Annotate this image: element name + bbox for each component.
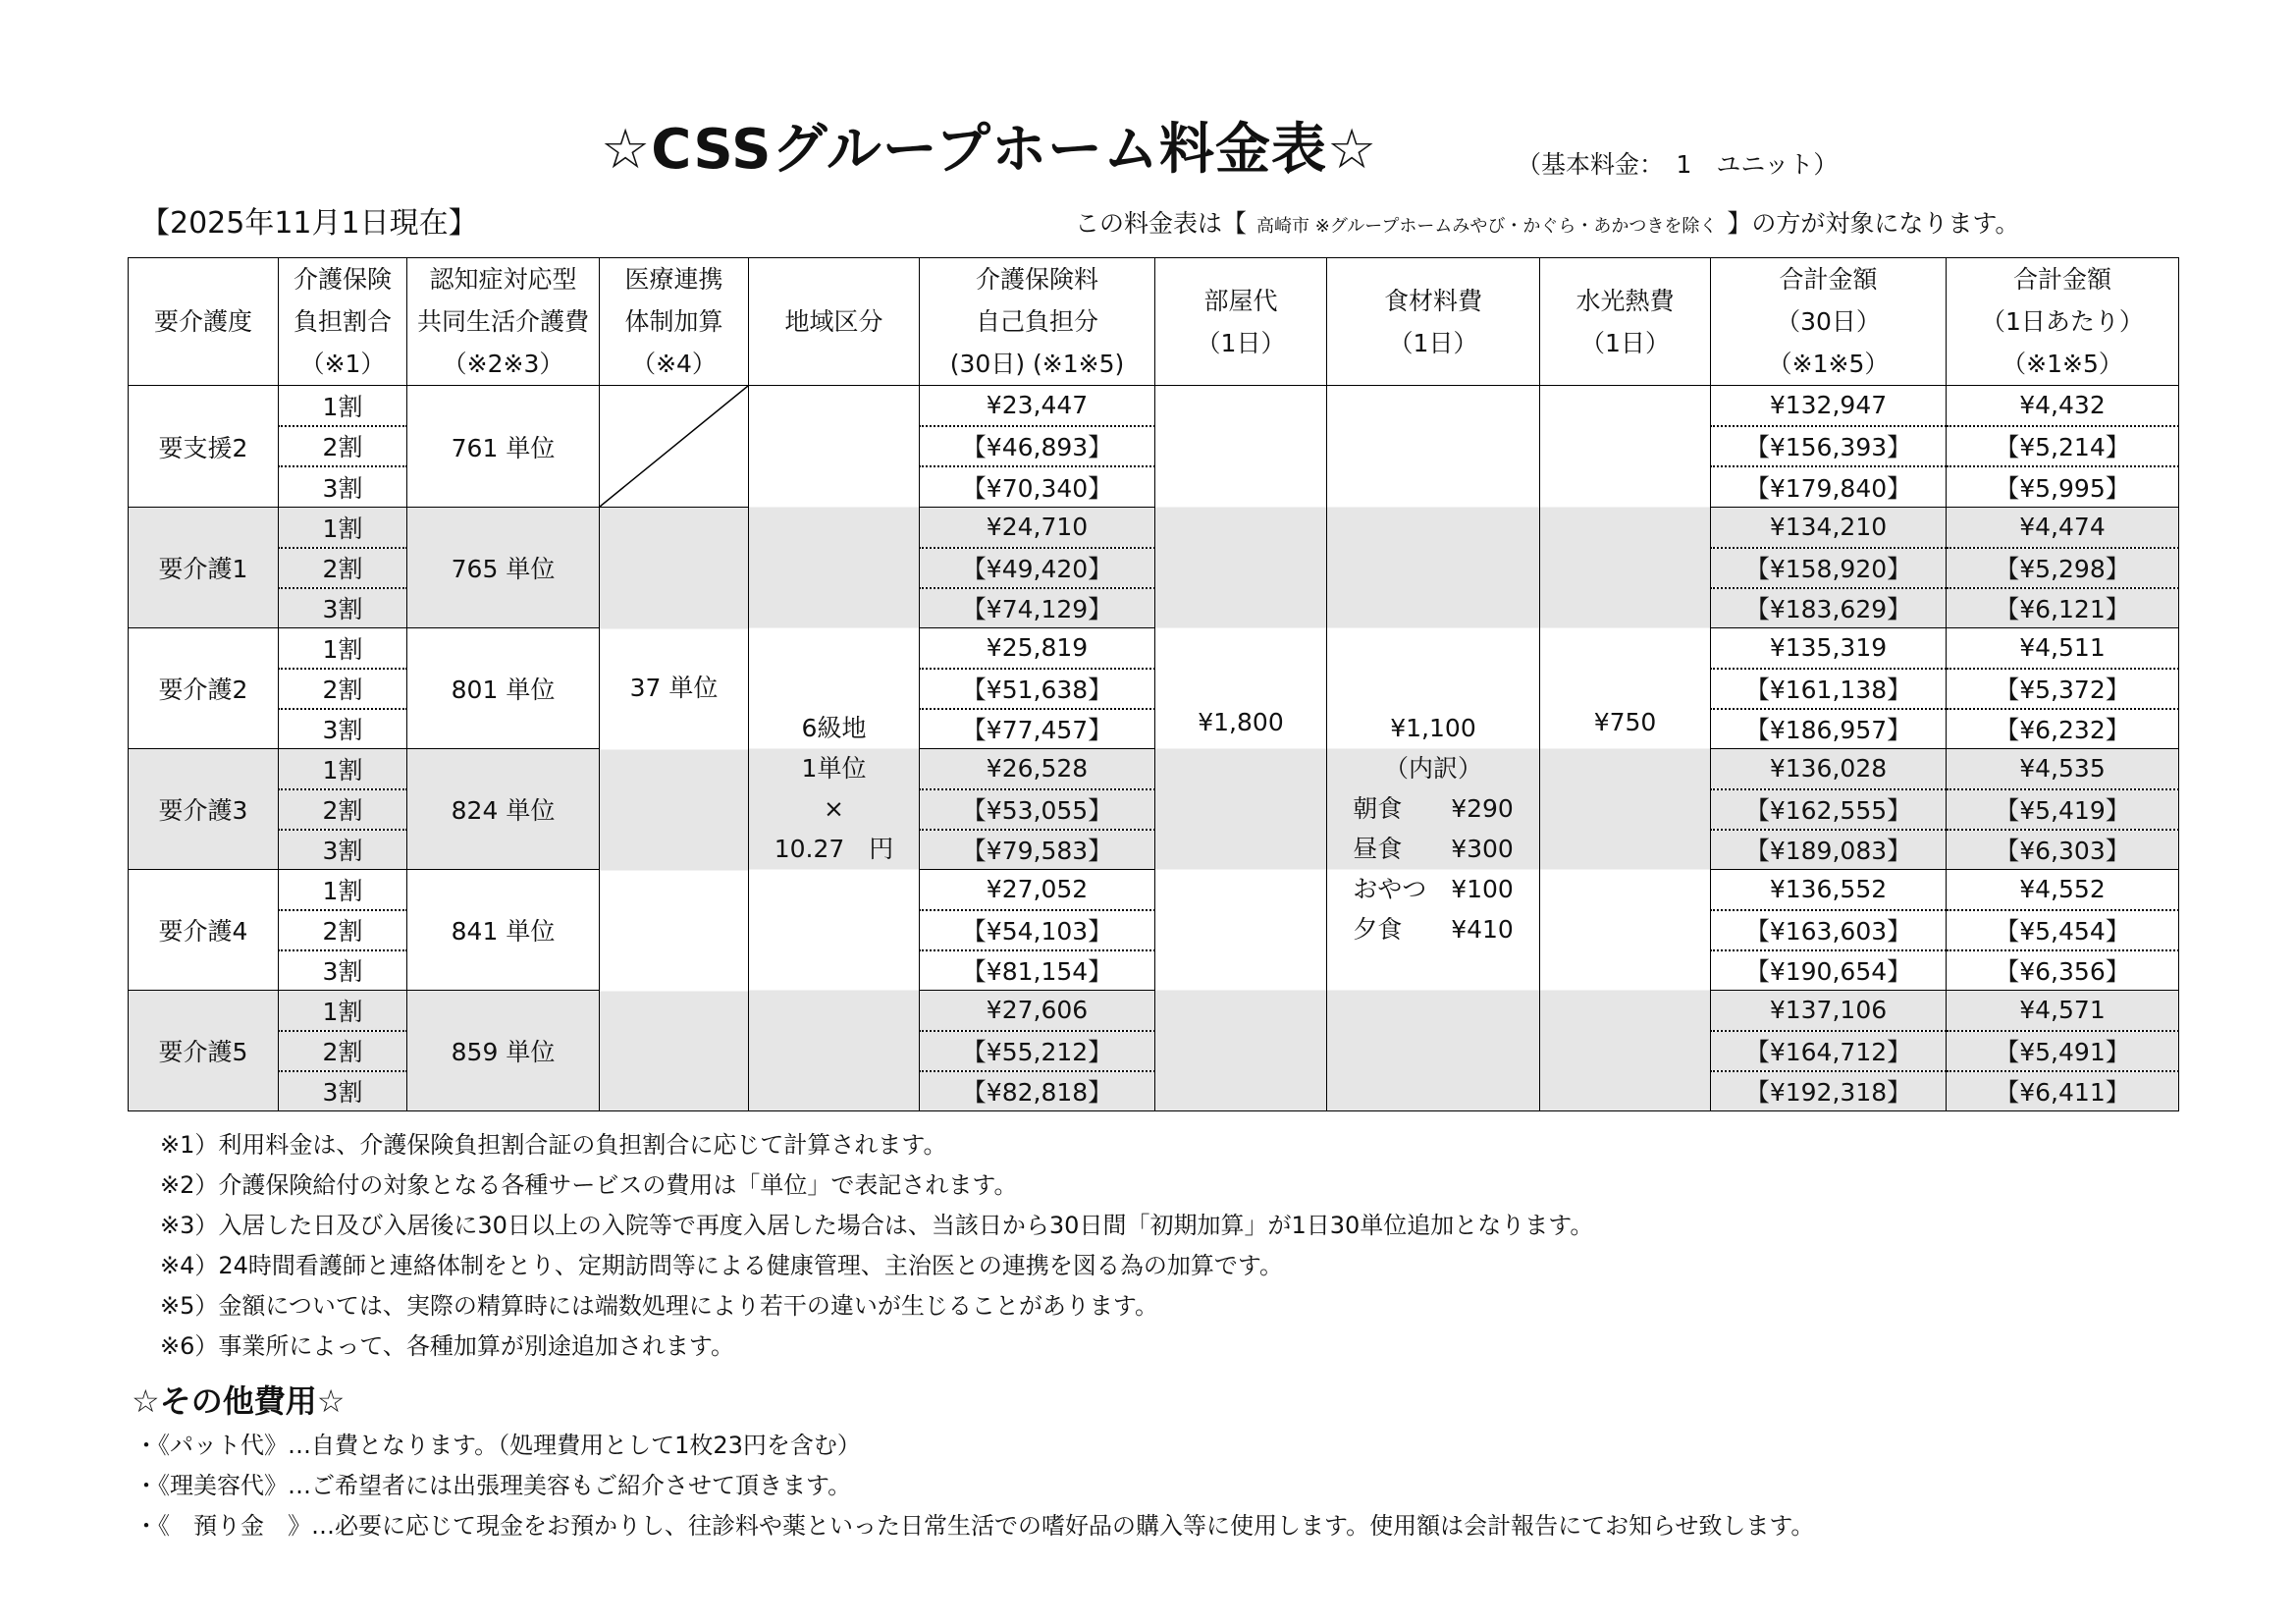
total-30days-cell: 【¥164,712】: [1711, 1031, 1947, 1071]
total-per-day-cell: ¥4,511: [1947, 628, 2179, 669]
table-row: [129, 508, 2179, 548]
other-cost-item: ・《パット代》…自費となります。（処理費用として1枚23円を含む）: [134, 1432, 861, 1459]
total-per-day-cell: 【¥5,214】: [1947, 426, 2179, 466]
other-cost-item: ・《 預り金 》…必要に応じて現金をお預かりし、往診料や薬といった日常生活での嗜好品の購入等に使用します。使用額は会計報告にてお知らせ致します。: [134, 1512, 1815, 1540]
insurance-cell: 【¥55,212】: [920, 1031, 1155, 1071]
region-cell: [749, 386, 920, 1111]
footnote: ※1）利用料金は、介護保険負担割合証の負担割合に応じて計算されます。: [160, 1131, 947, 1159]
unit-cell: 841 単位: [407, 870, 600, 991]
footnote: ※5）金額については、実際の精算時には端数処理により若干の違いが生じることがあります。: [160, 1292, 1158, 1320]
page-title: ☆CSSグループホーム料金表☆: [601, 118, 1378, 182]
medical-value: 37 単位: [629, 674, 719, 702]
total-30days-cell: 【¥158,920】: [1711, 548, 1947, 588]
food-breakdown-item: おやつ ¥100: [1353, 875, 1514, 903]
table-row: [129, 991, 2179, 1031]
basic-fee-note: （基本料金： 1 ユニット）: [1517, 150, 1839, 179]
total-per-day-cell: 【¥6,411】: [1947, 1071, 2179, 1111]
total-30days-cell: ¥132,947: [1711, 386, 1947, 426]
food-breakdown-item: 夕食 ¥410: [1353, 915, 1514, 944]
insurance-cell: ¥24,710: [920, 508, 1155, 548]
header-region: 地域区分: [749, 258, 920, 386]
medical-na-cell: [600, 386, 749, 508]
ratio-cell: 1割: [279, 749, 407, 789]
total-per-day-cell: ¥4,552: [1947, 870, 2179, 910]
total-30days-cell: ¥136,552: [1711, 870, 1947, 910]
insurance-cell: ¥26,528: [920, 749, 1155, 789]
region-line: ×: [824, 794, 844, 823]
insurance-cell: 【¥53,055】: [920, 789, 1155, 830]
ratio-cell: 1割: [279, 628, 407, 669]
ratio-cell: 2割: [279, 669, 407, 709]
medical-cell: [600, 508, 749, 1111]
target-note: [1075, 204, 2019, 240]
ratio-cell: 2割: [279, 426, 407, 466]
care-level-cell: 要介護5: [129, 991, 279, 1111]
ratio-cell: 1割: [279, 386, 407, 426]
ratio-cell: 1割: [279, 870, 407, 910]
insurance-cell: ¥25,819: [920, 628, 1155, 669]
total-per-day-cell: 【¥5,298】: [1947, 548, 2179, 588]
header-unit: 認知症対応型 共同生活介護費 （※2※3）: [407, 258, 600, 386]
header-medical: 医療連携 体制加算 （※4）: [600, 258, 749, 386]
total-per-day-cell: 【¥6,303】: [1947, 830, 2179, 870]
header-level: 要介護度: [129, 258, 279, 386]
total-30days-cell: 【¥189,083】: [1711, 830, 1947, 870]
total-per-day-cell: ¥4,474: [1947, 508, 2179, 548]
insurance-cell: 【¥54,103】: [920, 910, 1155, 950]
insurance-cell: 【¥51,638】: [920, 669, 1155, 709]
care-level-cell: 要介護2: [129, 628, 279, 749]
ratio-cell: 2割: [279, 910, 407, 950]
header-ratio: 介護保険 負担割合 （※1）: [279, 258, 407, 386]
food-breakdown-title: （内訳）: [1383, 754, 1482, 783]
utility-cell: [1540, 386, 1711, 1111]
region-line: 1単位: [801, 754, 867, 783]
header-insurance: 介護保険料 自己負担分 (30日) (※1※5): [920, 258, 1155, 386]
ratio-cell: 3割: [279, 588, 407, 628]
ratio-cell: 3割: [279, 466, 407, 507]
table-row: [129, 870, 2179, 910]
room-cell: [1155, 386, 1327, 1111]
table-header-row: [129, 258, 2179, 386]
insurance-cell: 【¥82,818】: [920, 1071, 1155, 1111]
care-level-cell: 要介護4: [129, 870, 279, 991]
footnotes: [160, 1125, 1593, 1367]
footnote: ※6）事業所によって、各種加算が別途追加されます。: [160, 1332, 734, 1360]
other-costs-list: [134, 1426, 1814, 1546]
total-30days-cell: 【¥162,555】: [1711, 789, 1947, 830]
total-per-day-cell: ¥4,432: [1947, 386, 2179, 426]
footnote: ※4）24時間看護師と連絡体制をとり、定期訪問等による健康管理、主治医との連携を図る為の加算です。: [160, 1252, 1283, 1279]
care-level-cell: 要支援2: [129, 386, 279, 508]
food-breakdown-item: 朝食 ¥290: [1353, 794, 1514, 823]
table-row: [129, 749, 2179, 789]
ratio-cell: 1割: [279, 508, 407, 548]
ratio-cell: 2割: [279, 1031, 407, 1071]
total-30days-cell: ¥135,319: [1711, 628, 1947, 669]
unit-cell: 761 単位: [407, 386, 600, 508]
total-30days-cell: 【¥183,629】: [1711, 588, 1947, 628]
ratio-cell: 3割: [279, 1071, 407, 1111]
header-utility: 水光熱費 （1日）: [1540, 258, 1711, 386]
total-per-day-cell: 【¥5,491】: [1947, 1031, 2179, 1071]
insurance-cell: ¥27,606: [920, 991, 1155, 1031]
insurance-cell: 【¥46,893】: [920, 426, 1155, 466]
as-of-date: 【2025年11月1日現在】: [140, 206, 478, 241]
room-value: ¥1,800: [1198, 708, 1284, 736]
fee-table: [128, 257, 2179, 1111]
total-per-day-cell: 【¥6,121】: [1947, 588, 2179, 628]
unit-cell: 765 単位: [407, 508, 600, 628]
total-30days-cell: 【¥156,393】: [1711, 426, 1947, 466]
table-row: [129, 628, 2179, 669]
target-prefix: この料金表は【: [1075, 209, 1248, 238]
total-per-day-cell: 【¥5,454】: [1947, 910, 2179, 950]
other-cost-item: ・《理美容代》…ご希望者には出張理美容もご紹介させて頂きます。: [134, 1472, 852, 1499]
total-30days-cell: 【¥192,318】: [1711, 1071, 1947, 1111]
food-breakdown-item: 昼食 ¥300: [1353, 835, 1514, 863]
total-30days-cell: 【¥186,957】: [1711, 709, 1947, 749]
total-per-day-cell: 【¥5,995】: [1947, 466, 2179, 507]
insurance-cell: 【¥70,340】: [920, 466, 1155, 507]
footnote: ※3）入居した日及び入居後に30日以上の入院等で再度入居した場合は、当該日から30日間「初期加算」が1日30単位追加となります。: [160, 1212, 1594, 1239]
region-line: 10.27 円: [774, 835, 894, 863]
ratio-cell: 3割: [279, 950, 407, 991]
target-suffix: 】の方が対象になります。: [1727, 209, 2020, 238]
total-30days-cell: 【¥179,840】: [1711, 466, 1947, 507]
region-line: 6級地: [801, 714, 867, 742]
unit-cell: 824 単位: [407, 749, 600, 870]
ratio-cell: 3割: [279, 709, 407, 749]
total-per-day-cell: ¥4,571: [1947, 991, 2179, 1031]
food-cell: [1327, 386, 1540, 1111]
unit-cell: 801 単位: [407, 628, 600, 749]
insurance-cell: 【¥81,154】: [920, 950, 1155, 991]
total-30days-cell: 【¥163,603】: [1711, 910, 1947, 950]
other-costs-title: ☆その他費用☆: [132, 1382, 346, 1420]
insurance-cell: ¥27,052: [920, 870, 1155, 910]
care-level-cell: 要介護3: [129, 749, 279, 870]
header-total-30days: 合計金額 （30日） （※1※5）: [1711, 258, 1947, 386]
food-value: ¥1,100: [1390, 714, 1476, 742]
header-food: 食材料費 （1日）: [1327, 258, 1540, 386]
total-per-day-cell: ¥4,535: [1947, 749, 2179, 789]
total-per-day-cell: 【¥6,356】: [1947, 950, 2179, 991]
insurance-cell: 【¥74,129】: [920, 588, 1155, 628]
utility-value: ¥750: [1593, 708, 1657, 736]
total-per-day-cell: 【¥5,372】: [1947, 669, 2179, 709]
total-per-day-cell: 【¥5,419】: [1947, 789, 2179, 830]
total-per-day-cell: 【¥6,232】: [1947, 709, 2179, 749]
header-room: 部屋代 （1日）: [1155, 258, 1327, 386]
target-city: 高崎市 ※グループホームみやび・かぐら・あかつきを除く: [1256, 216, 1718, 237]
total-30days-cell: ¥136,028: [1711, 749, 1947, 789]
insurance-cell: ¥23,447: [920, 386, 1155, 426]
ratio-cell: 3割: [279, 830, 407, 870]
total-30days-cell: 【¥190,654】: [1711, 950, 1947, 991]
total-30days-cell: ¥134,210: [1711, 508, 1947, 548]
ratio-cell: 2割: [279, 789, 407, 830]
table-row: [129, 386, 2179, 426]
insurance-cell: 【¥49,420】: [920, 548, 1155, 588]
footnote: ※2）介護保険給付の対象となる各種サービスの費用は「単位」で表記されます。: [160, 1171, 1018, 1199]
ratio-cell: 2割: [279, 548, 407, 588]
unit-cell: 859 単位: [407, 991, 600, 1111]
care-level-cell: 要介護1: [129, 508, 279, 628]
header-total-per-day: 合計金額 （1日あたり） （※1※5）: [1947, 258, 2179, 386]
total-30days-cell: 【¥161,138】: [1711, 669, 1947, 709]
total-30days-cell: ¥137,106: [1711, 991, 1947, 1031]
insurance-cell: 【¥79,583】: [920, 830, 1155, 870]
ratio-cell: 1割: [279, 991, 407, 1031]
insurance-cell: 【¥77,457】: [920, 709, 1155, 749]
